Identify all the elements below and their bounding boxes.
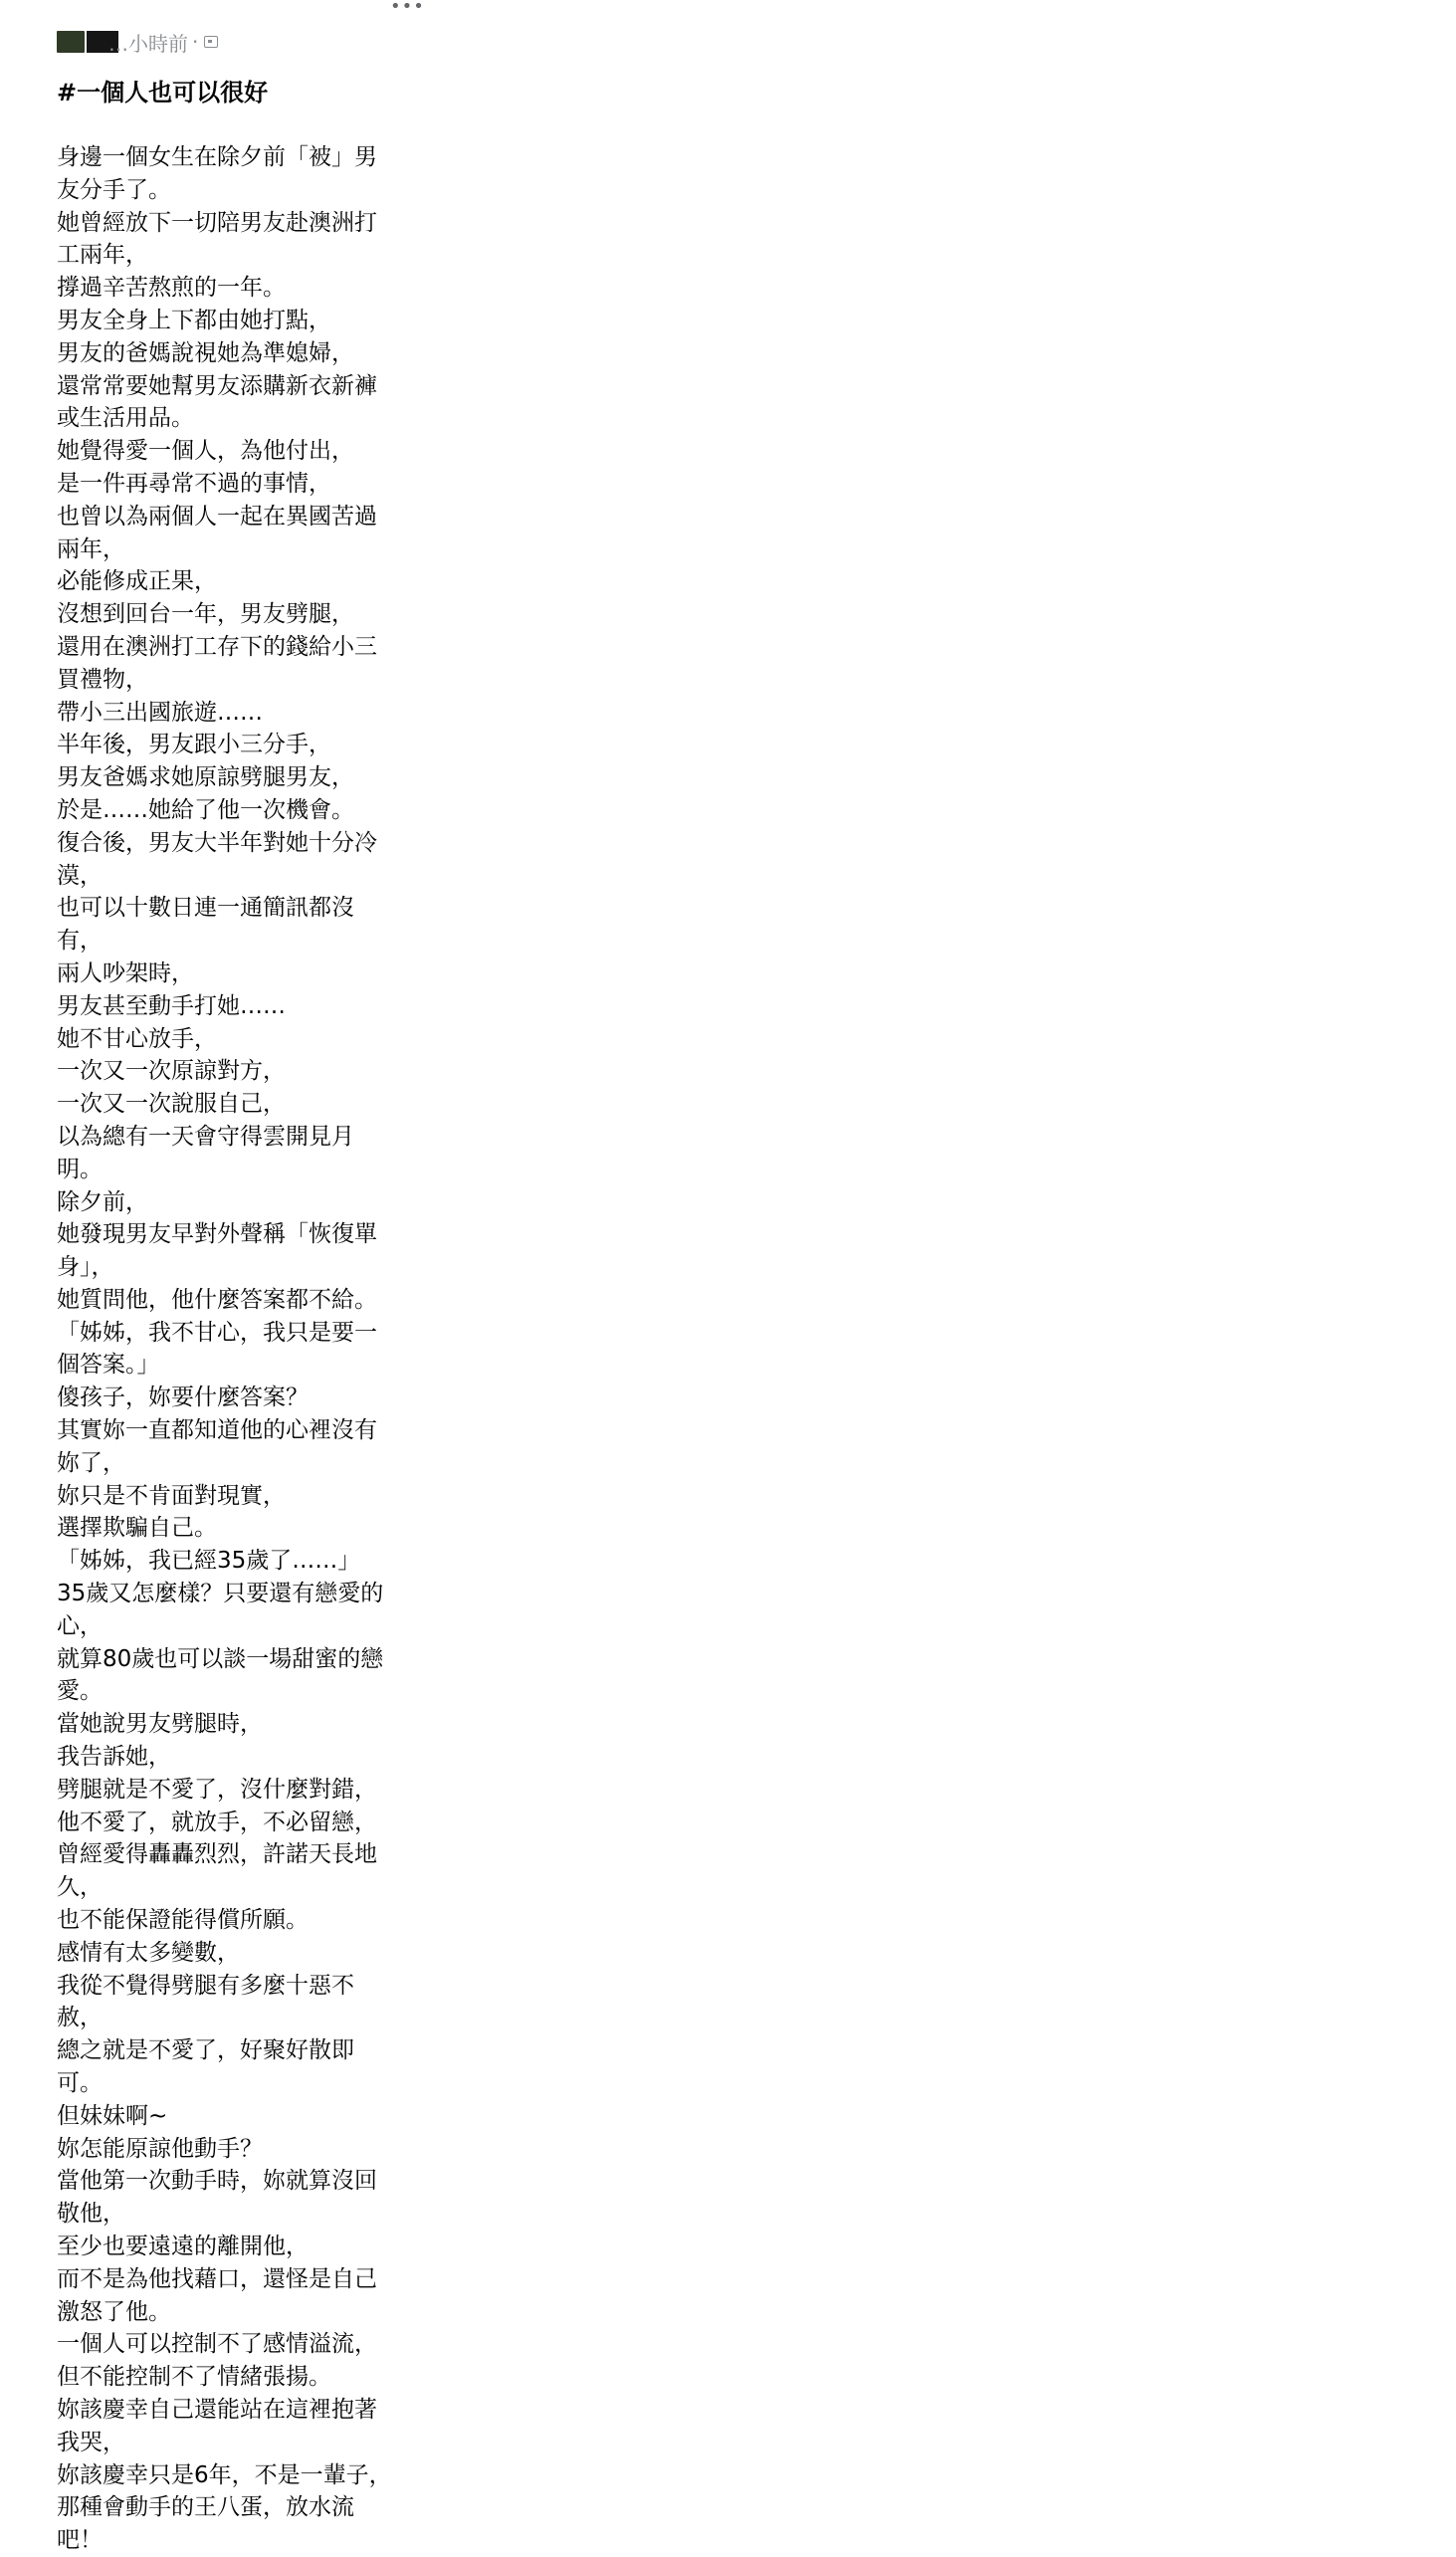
post-body-line: 除夕前， — [57, 1188, 148, 1215]
post-body-line: 感情有太多變數， — [57, 1939, 240, 1966]
post-body-line: 吧！ — [57, 2527, 103, 2554]
post-body-line: 至少也要遠遠的離開他， — [57, 2234, 309, 2259]
post-body-line: 復合後，男友大半年對她十分冷 — [57, 829, 377, 856]
post-body-line: 一次又一次說服自己， — [57, 1091, 286, 1118]
friends-icon[interactable] — [204, 36, 218, 48]
post-body-line: 身邊一個女生在除夕前「被」男 — [57, 144, 377, 170]
post-body-line: 我從不覺得劈腿有多麼十惡不 — [57, 1972, 354, 1999]
post-body-line: 也曾以為兩個人一起在異國苦過 — [57, 503, 377, 530]
post-meta — [108, 28, 218, 57]
post-body-line: 35歲又怎麼樣？只要還有戀愛的 — [57, 1581, 384, 1607]
post-body-line: 當她說男友劈腿時， — [57, 1711, 263, 1738]
post-body-line: 必能修成正果， — [57, 568, 217, 595]
post-body-line: 「姊姊，我已經35歲了……」 — [57, 1548, 361, 1575]
post-body-line: 男友爸媽求她原諒劈腿男友， — [57, 764, 354, 791]
post-body-line: 個答案。」 — [57, 1352, 160, 1379]
post-body-line: 妳該慶幸只是6年，不是一輩子， — [57, 2461, 392, 2488]
post-body-line: 也不能保證能得償所願。 — [57, 1907, 309, 1934]
post-body-line: 兩人吵架時， — [57, 959, 194, 986]
post-body-line: 她質問他，他什麼答案都不給。 — [57, 1286, 377, 1313]
post-body-line: 兩年， — [57, 535, 125, 562]
post-body-line: 一個人可以控制不了感情溢流， — [57, 2331, 377, 2358]
post-body-line: 敬他， — [57, 2201, 125, 2228]
post-body-line: 而不是為他找藉口，還怪是自己 — [57, 2265, 377, 2292]
post-body-line: 當他第一次動手時，妳就算沒回 — [57, 2168, 377, 2195]
post-body-line: 男友全身上下都由她打點， — [57, 307, 331, 333]
post-body-line: 撐過辛苦熬煎的一年。 — [57, 275, 286, 302]
more-options-button[interactable]: ••• — [390, 0, 425, 17]
post-header — [57, 28, 218, 56]
post-body-line: 就算80歲也可以談一場甜蜜的戀 — [57, 1645, 384, 1672]
post-body-line: 還常常要她幫男友添購新衣新褲 — [57, 372, 377, 399]
post-body-line: 帶小三出國旅遊…… — [57, 699, 263, 726]
post-body-line: 有， — [57, 928, 103, 955]
post-body-line: 其實妳一直都知道他的心裡沒有 — [57, 1417, 377, 1444]
post-body-line: 妳只是不肯面對現實， — [57, 1482, 286, 1509]
meta-separator: · — [192, 30, 199, 54]
post-body-line: 曾經愛得轟轟烈烈，許諾天長地 — [57, 1841, 377, 1868]
post-body-line: 買禮物， — [57, 666, 148, 693]
post-body-line: 總之就是不愛了，好聚好散即 — [57, 2037, 354, 2064]
post-body-line: 漠， — [57, 862, 103, 889]
post-body-line: 沒想到回台一年，男友劈腿， — [57, 601, 354, 628]
post-body-line: 赦， — [57, 2005, 103, 2031]
post-body-line: 妳該慶幸自己還能站在這裡抱著 — [57, 2396, 377, 2423]
post-body-line: 也可以十數日連一通簡訊都沒 — [57, 895, 354, 922]
post-body-line: 但妹妹啊~ — [57, 2102, 168, 2129]
post-body-line: 我哭， — [57, 2429, 125, 2455]
post-body-line: 或生活用品。 — [57, 405, 194, 432]
post-body-line: 男友甚至動手打她…… — [57, 992, 286, 1019]
post-body-line: 劈腿就是不愛了，沒什麼對錯， — [57, 1776, 377, 1803]
post-body-line: 可。 — [57, 2070, 103, 2097]
post-body-line: 還用在澳洲打工存下的錢給小三 — [57, 633, 377, 660]
post-body-line: 工兩年， — [57, 242, 148, 269]
avatar[interactable] — [57, 31, 85, 53]
post-body-line: 傻孩子，妳要什麼答案？ — [57, 1385, 309, 1411]
post-body-line: 他不愛了，就放手，不必留戀， — [57, 1809, 377, 1835]
post-body-line: 明。 — [57, 1156, 103, 1182]
post-body-line: 「姊姊，我不甘心，我只是要一 — [57, 1319, 377, 1346]
post-body-line: 愛。 — [57, 1678, 103, 1705]
post-body-line: 男友的爸媽說視她為準媳婦， — [57, 339, 354, 366]
post-body-line: 她不甘心放手， — [57, 1025, 217, 1052]
post-body-line: 她曾經放下一切陪男友赴澳洲打 — [57, 209, 377, 236]
post-body-line: 是一件再尋常不過的事情， — [57, 470, 331, 497]
post-body-line: 選擇欺騙自己。 — [57, 1515, 217, 1542]
post-body-line: 但不能控制不了情緒張揚。 — [57, 2364, 331, 2391]
post-body-line: 久， — [57, 1874, 103, 1901]
post-body-line: 她發現男友早對外聲稱「恢復單 — [57, 1221, 377, 1248]
post-body-line: 友分手了。 — [57, 176, 171, 203]
post-body-line: 那種會動手的王八蛋，放水流 — [57, 2494, 354, 2521]
post-body-line: 半年後，男友跟小三分手， — [57, 732, 331, 758]
post-body-line: 她覺得愛一個人，為他付出， — [57, 438, 354, 465]
post-body-line: 以為總有一天會守得雲開見月 — [57, 1123, 354, 1150]
post-body-line: 妳怎能原諒他動手？ — [57, 2135, 263, 2162]
post-title: #一個人也可以很好 — [57, 79, 269, 107]
post-body — [57, 141, 425, 2557]
post-body-line: 身」， — [57, 1254, 114, 1281]
post-body-line: 妳了， — [57, 1449, 125, 1476]
post-timestamp[interactable]: …小時前 — [108, 31, 188, 56]
post-body-line: 激怒了他。 — [57, 2298, 171, 2325]
post-body-line: 於是……她給了他一次機會。 — [57, 796, 354, 823]
post-body-line: 心， — [57, 1612, 103, 1639]
post-body-line: 我告訴她， — [57, 1744, 171, 1771]
post-body-line: 一次又一次原諒對方， — [57, 1058, 286, 1085]
